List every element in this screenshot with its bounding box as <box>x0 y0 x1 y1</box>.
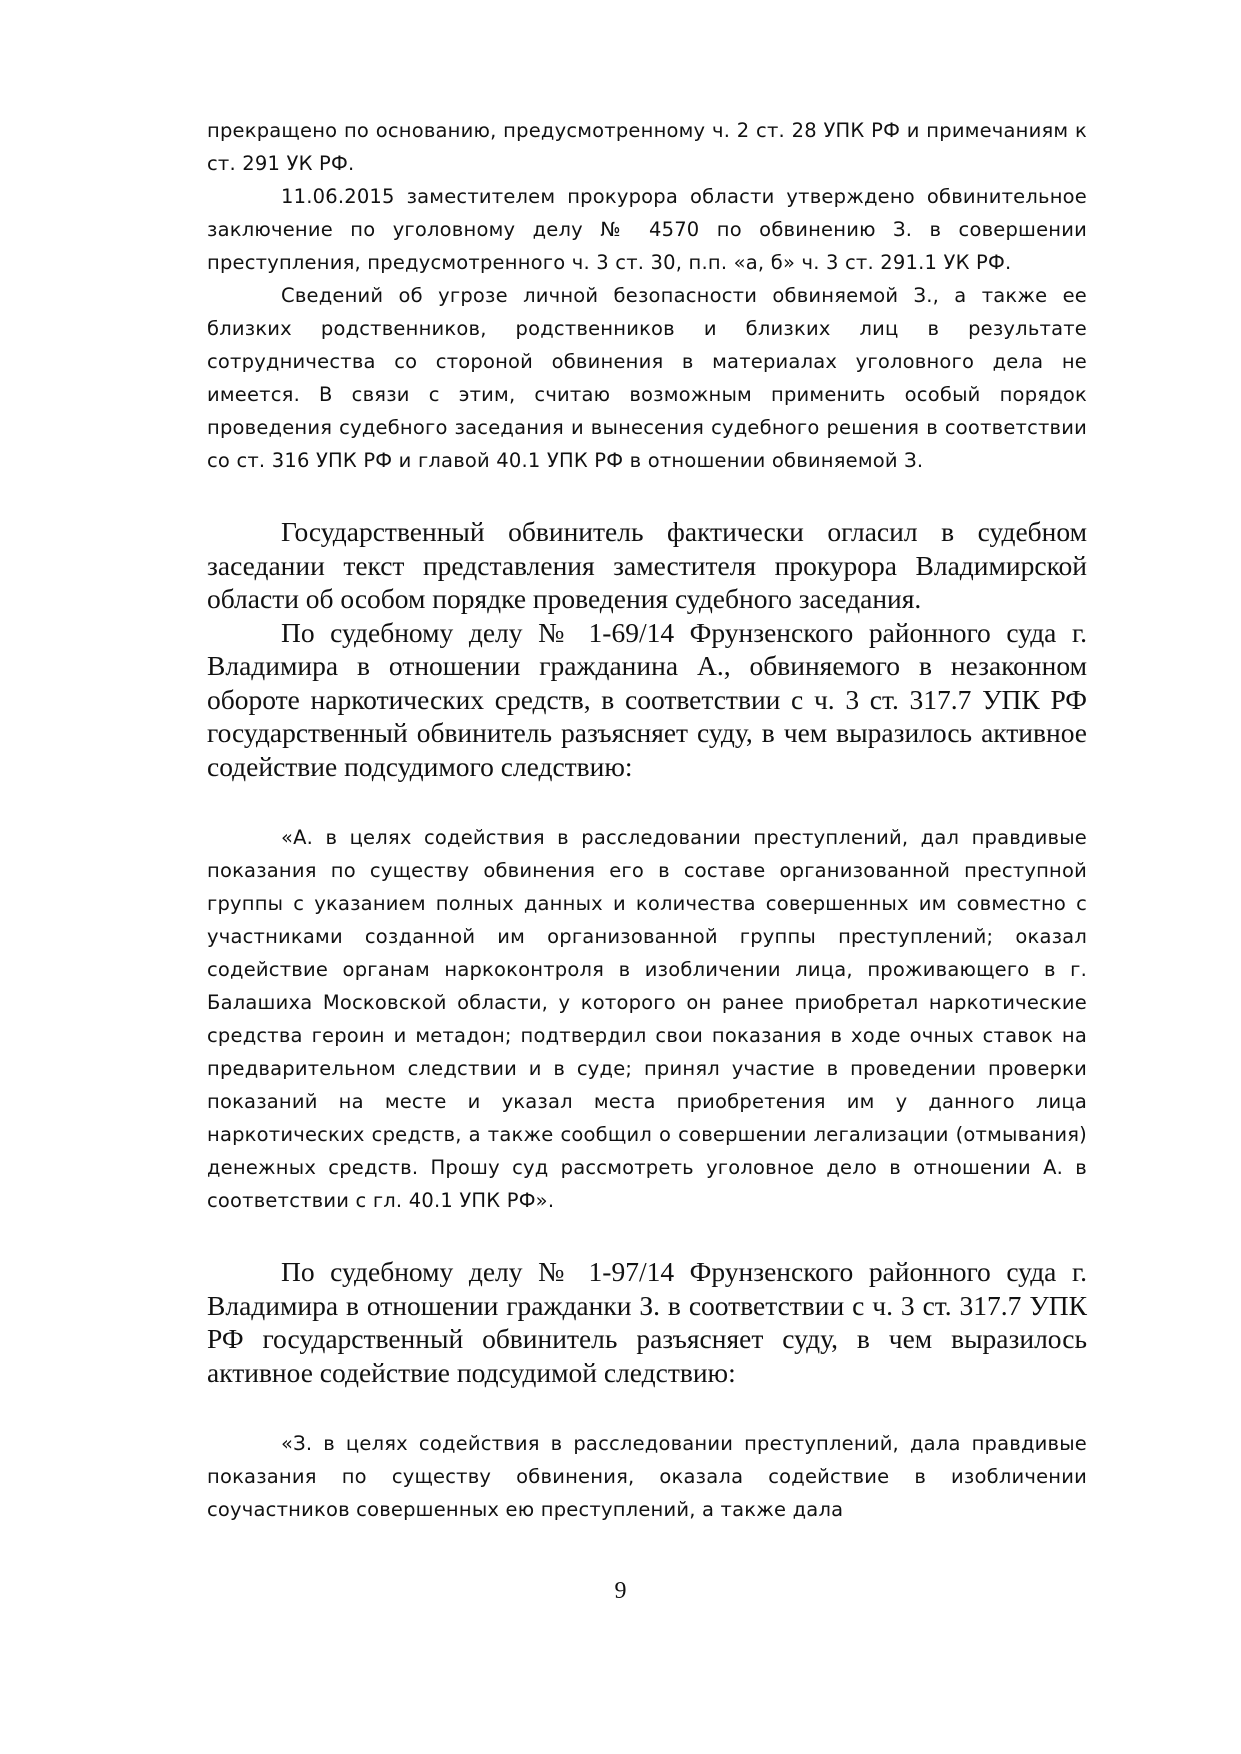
quote-case-z: «З. в целях содействия в расследовании преступлений, дала правдивые показания по существу обвинения, оказала содействие в изобличении соучастников совершенных ею преступлений, а также дала <box>207 1432 1087 1521</box>
quote-case-a: «А. в целях содействия в расследовании преступлений, дал правдивые показания по существу обвинения его в составе организованной преступной группы с указанием полных данных и количества совершенных им совместно с участниками созданной им организованной группы преступлений; оказал содействие органам наркоконтроля в изобличении лица, проживающего в г. Балашиха Московской области, у которого он ранее приобретал наркотические средства героин и метадон; подтвердил свои показания в ходе очных ставок на предварительном следствии и в суде; принял участие в проведении проверки показаний на месте и указал места приобретения им у данного лица наркотических средств, а также сообщил о совершении легализации (отмывания) денежных средств. Прошу суд рассмотреть уголовное дело в отношении А. в соответствии с гл. 40.1 УПК РФ». <box>207 826 1087 1212</box>
paragraph-continuation: прекращено по основанию, предусмотренному ч. 2 ст. 28 УПК РФ и примечаниям к ст. 291 УК РФ. <box>207 119 1087 175</box>
paragraph-prosecutor-announcement: Государственный обвинитель фактически огласил в судебном заседании текст представления заместителя прокурора Владимирской области об особом порядке проведения судебного заседания. <box>207 516 1087 614</box>
document-body <box>207 114 1087 1526</box>
paragraph-case-1-97-14: По судебному делу № 1-97/14 Фрунзенского районного суда г. Владимира в отношении гражданки З. в соответствии с ч. 3 ст. 317.7 УПК РФ государственный обвинитель разъясняет суду, в чем выразилось активное содействие подсудимой следствию: <box>207 1256 1087 1388</box>
paragraph-safety-statement: Сведений об угрозе личной безопасности обвиняемой З., а также ее близких родственников, родственников и близких лиц в результате сотрудничества со стороной обвинения в материалах уголовного дела не имеется. В связи с этим, считаю возможным применить особый порядок проведения судебного заседания и вынесения судебного решения в соответствии со ст. 316 УПК РФ и главой 40.1 УПК РФ в отношении обвиняемой З. <box>207 284 1087 472</box>
page-number: 9 <box>614 1578 627 1604</box>
paragraph-indictment-approval: 11.06.2015 заместителем прокурора области утверждено обвинительное заключение по уголовному делу № 4570 по обвинению З. в совершении преступления, предусмотренного ч. 3 ст. 30, п.п. «а, б» ч. 3 ст. 291.1 УК РФ. <box>207 185 1087 274</box>
paragraph-case-1-69-14: По судебному делу № 1-69/14 Фрунзенского районного суда г. Владимира в отношении гражданина А., обвиняемого в незаконном обороте наркотических средств, в соответствии с ч. 3 ст. 317.7 УПК РФ государственный обвинитель разъясняет суду, в чем выразилось активное содействие подсудимого следствию: <box>207 616 1087 782</box>
